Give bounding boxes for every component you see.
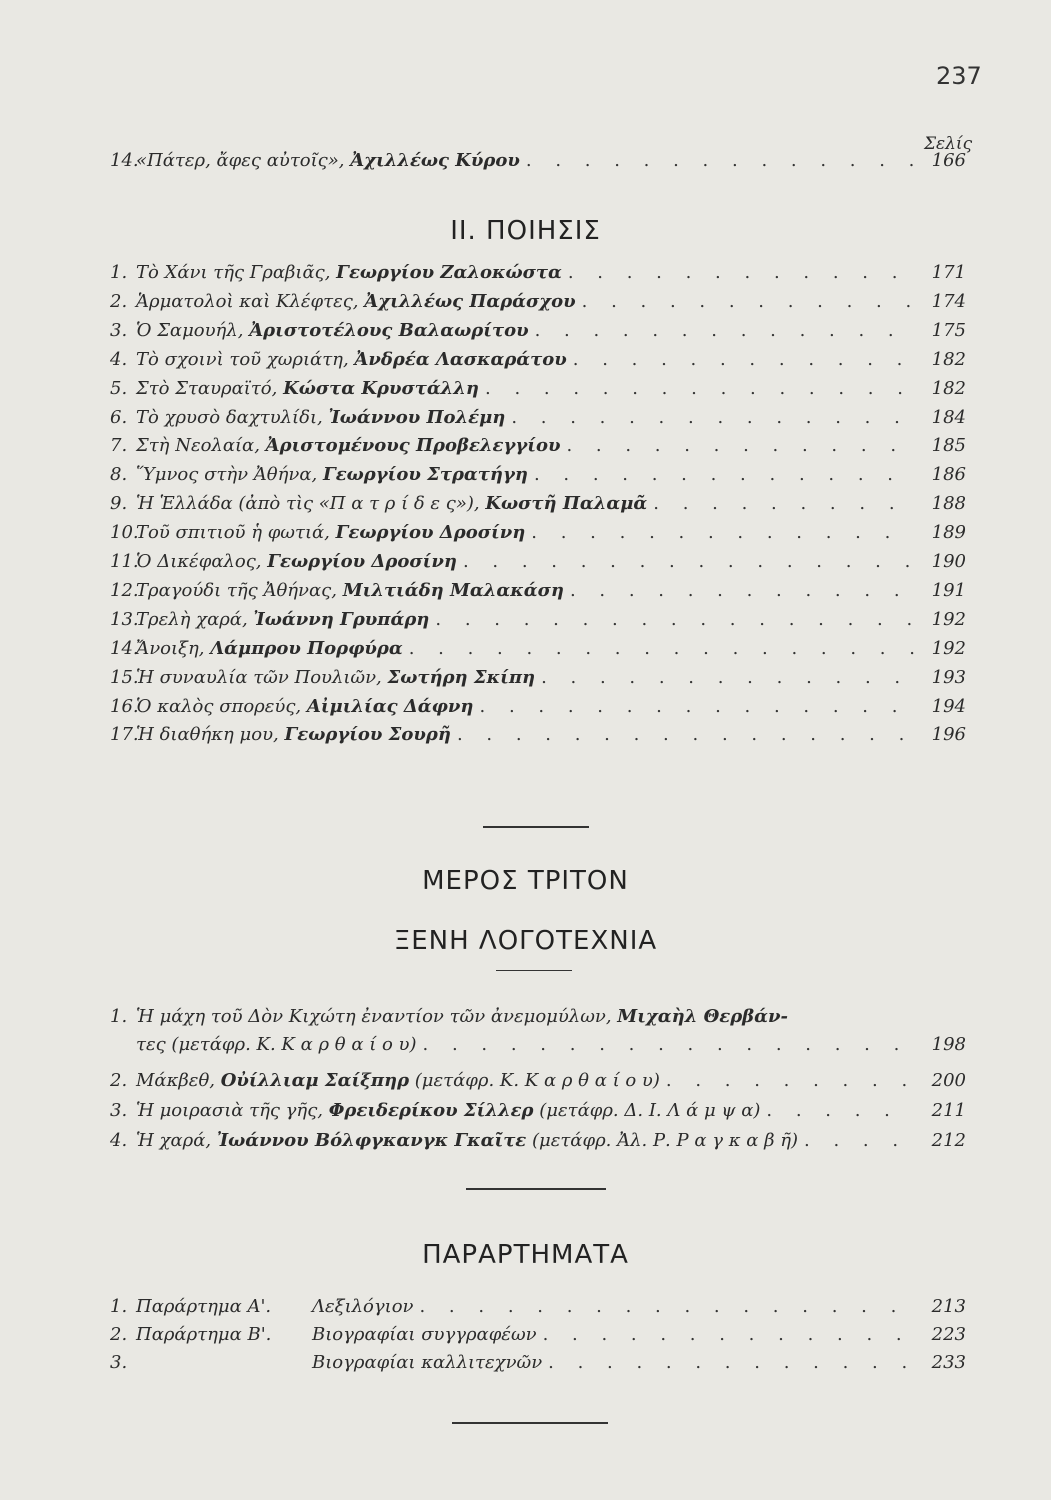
- entry-number: 3.: [110, 1100, 128, 1121]
- entry-page: 186: [931, 464, 966, 486]
- entry-page: 175: [931, 319, 966, 341]
- entry-work: Στὸ Σταυραϊτό,: [136, 377, 284, 399]
- entry-page: 188: [931, 493, 966, 515]
- entry-page: 212: [931, 1130, 966, 1151]
- entry-title: [136, 638, 403, 659]
- entry-title: [136, 1006, 788, 1027]
- entry-number: 3.: [110, 1352, 128, 1373]
- entry-work: Ὁ καλὸς σπορεύς,: [136, 695, 307, 717]
- entry-number: 15.: [110, 666, 139, 688]
- entry-number: 7.: [110, 435, 128, 457]
- leader-dots: [480, 696, 914, 717]
- leader-dots: [534, 464, 914, 485]
- entry-author: Φρειδερίκου Σίλλερ: [328, 1100, 534, 1121]
- entry-author: Ἀνδρέα Λασκαράτου: [354, 348, 567, 370]
- entry-work: Ἡ μάχη τοῦ Δὸν Κιχώτη ἐναντίον τῶν ἀνεμομύλων,: [136, 1006, 618, 1027]
- entry-title: [136, 580, 564, 601]
- toc-entry: [110, 291, 966, 317]
- leader-dots: [573, 349, 914, 370]
- entry-title: Παράρτημα Β'.: [136, 1324, 272, 1345]
- entry-page: 171: [931, 262, 966, 283]
- leader-dots: [653, 493, 914, 514]
- entry-page: 194: [931, 695, 966, 717]
- entry-title: [136, 522, 525, 543]
- entry-number: 2.: [110, 290, 128, 312]
- entry-author: Ἰωάννου Βόλφγκανγκ Γκαῖτε: [216, 1130, 527, 1151]
- page-number: 237: [936, 62, 982, 90]
- entry-number: 11.: [110, 551, 139, 572]
- divider: [496, 970, 572, 971]
- entry-translator: (μετάφρ. Κ. Κ α ρ θ α ί ο υ): [409, 1070, 660, 1091]
- entry-title: [136, 493, 647, 514]
- entry-title: [136, 407, 505, 428]
- entry-number: 14.: [110, 637, 139, 659]
- leader-dots: [543, 1324, 914, 1345]
- leader-dots: [435, 609, 914, 630]
- entry-work: Ἡ χαρά,: [136, 1130, 217, 1151]
- entry-author: Γεωργίου Στρατήγη: [322, 464, 528, 486]
- entry-title: [136, 1130, 798, 1151]
- entry-author: Μιχαὴλ Θερβάν-: [617, 1006, 788, 1027]
- leader-dots: [409, 638, 914, 659]
- leader-dots: [423, 1034, 914, 1055]
- entry-work: Ὁ Δικέφαλος,: [136, 551, 268, 572]
- entry-page: 190: [931, 551, 966, 572]
- entry-work: Ὁ Σαμουήλ,: [136, 319, 250, 341]
- entry-work: Ἁρματολοὶ καὶ Κλέφτες,: [136, 290, 365, 312]
- toc-entry: [110, 1296, 966, 1322]
- entry-work: Μάκβεθ,: [136, 1070, 221, 1091]
- divider: [452, 1422, 608, 1424]
- entry-title: [136, 609, 429, 630]
- entry-author: Ἀχιλλέως Παράσχου: [364, 290, 576, 312]
- entry-title: [136, 1100, 760, 1121]
- entry-author: Γεωργίου Δροσίνη: [267, 551, 457, 572]
- toc-entry: [110, 1324, 966, 1350]
- toc-entry: [110, 551, 966, 577]
- entry-number: 4.: [110, 348, 128, 370]
- leader-dots: [541, 667, 914, 688]
- entry-number: 1.: [110, 262, 128, 283]
- leader-dots: [526, 150, 914, 171]
- entry-page: 182: [931, 377, 966, 399]
- entry-title: [136, 435, 560, 456]
- entry-work: Ἡ διαθήκη μου,: [136, 724, 285, 746]
- leader-dots: [570, 580, 914, 601]
- section-heading-foreign-literature: ΞΕΝΗ ΛΟΓΟΤΕΧΝΙΑ: [393, 926, 658, 956]
- entry-page: 198: [931, 1034, 966, 1055]
- entry-number: 4.: [110, 1130, 128, 1151]
- toc-entry: [110, 464, 966, 490]
- entry-author: Αἰμιλίας Δάφνη: [306, 695, 474, 717]
- entry-number: 17.: [110, 724, 139, 746]
- entry-author: Ἀριστοτέλους Βαλαωρίτου: [249, 319, 529, 341]
- entry-title: [136, 696, 474, 717]
- section-heading-poetry: II. ΠΟΙΗΣΙΣ: [450, 216, 601, 246]
- entry-author: Γεωργίου Σουρῆ: [284, 724, 451, 746]
- entry-title: [136, 320, 529, 341]
- entry-page: 200: [931, 1070, 966, 1091]
- entry-author: Κωστῆ Παλαμᾶ: [485, 493, 648, 515]
- entry-page: 192: [931, 608, 966, 630]
- toc-entry: [110, 1130, 966, 1156]
- entry-work: Ἡ μοιρασιὰ τῆς γῆς,: [136, 1100, 329, 1121]
- entry-work: Ἡ Ἑλλάδα (ἀπὸ τὶς «Π α τ ρ ί δ ε ς»),: [136, 493, 486, 515]
- entry-author: Μιλτιάδη Μαλακάση: [342, 579, 564, 601]
- leader-dots: [463, 551, 914, 572]
- entry-title: [136, 1070, 660, 1091]
- entry-number: 1.: [110, 1296, 128, 1317]
- leader-dots: [548, 1352, 914, 1373]
- entry-title: [136, 667, 535, 688]
- leader-dots: [566, 435, 914, 456]
- entry-author: Κώστα Κρυστάλλη: [283, 377, 480, 399]
- entry-number: 10.: [110, 522, 139, 544]
- entry-title: [136, 551, 457, 572]
- toc-entry: [110, 1352, 966, 1378]
- entry-title: [136, 262, 562, 283]
- entry-number: 3.: [110, 319, 128, 341]
- entry-page: 223: [931, 1324, 966, 1345]
- entry-page: 184: [931, 406, 966, 428]
- entry-title: [136, 464, 528, 485]
- entry-number: 6.: [110, 406, 128, 428]
- entry-description: Βιογραφίαι καλλιτεχνῶν: [312, 1352, 543, 1373]
- page-column-header: Σελίς: [924, 134, 973, 154]
- entry-work: Τὸ σχοινὶ τοῦ χωριάτη,: [136, 348, 355, 370]
- toc-entry: [110, 609, 966, 635]
- entry-author: Γεωργίου Δροσίνη: [335, 522, 526, 544]
- divider: [483, 826, 589, 828]
- leader-dots: [531, 522, 914, 543]
- toc-entry: [110, 667, 966, 693]
- entry-work: Τραγούδι τῆς Ἀθήνας,: [136, 579, 343, 601]
- toc-entry-continuation: [110, 1034, 966, 1060]
- entry-number: 12.: [110, 579, 139, 601]
- toc-entry: [110, 435, 966, 461]
- leader-dots: [457, 724, 914, 745]
- toc-entry: [110, 262, 966, 288]
- entry-author: Ἀχιλλέως Κύρου: [350, 150, 520, 171]
- entry-description: Βιογραφίαι συγγραφέων: [312, 1324, 537, 1345]
- entry-work: Τὸ χρυσὸ δαχτυλίδι,: [136, 406, 329, 428]
- leader-dots: [419, 1296, 914, 1317]
- toc-entry: [110, 580, 966, 606]
- entry-author: Οὐίλλιαμ Σαίξπηρ: [220, 1070, 410, 1091]
- entry-page: 211: [931, 1100, 966, 1121]
- toc-entry: [110, 378, 966, 404]
- entry-number: 14.: [110, 150, 139, 171]
- entry-title: [136, 724, 451, 745]
- entry-work: Στὴ Νεολαία,: [136, 435, 266, 457]
- entry-author: Ἰωάννη Γρυπάρη: [253, 608, 430, 630]
- leader-dots: [766, 1100, 914, 1121]
- toc-entry: [110, 696, 966, 722]
- entry-number: 13.: [110, 608, 139, 630]
- toc-entry: [110, 320, 966, 346]
- entry-author: Ἰωάννου Πολέμη: [328, 406, 506, 428]
- entry-title: Παράρτημα Α'.: [136, 1296, 272, 1317]
- entry-number: 16.: [110, 695, 139, 717]
- toc-entry: [110, 493, 966, 519]
- entry-page: 185: [931, 435, 966, 457]
- entry-number: 2.: [110, 1070, 128, 1091]
- entry-page: 182: [931, 348, 966, 370]
- toc-entry: [110, 522, 966, 548]
- entry-page: 192: [931, 637, 966, 659]
- entry-page: 213: [931, 1296, 966, 1317]
- entry-page: 174: [931, 290, 966, 312]
- section-heading-part-three: ΜΕΡΟΣ ΤΡΙΤΟΝ: [422, 866, 629, 896]
- entry-number: 9.: [110, 493, 128, 515]
- leader-dots: [582, 291, 914, 312]
- entry-author: Γεωργίου Ζαλοκώστα: [336, 262, 562, 283]
- entry-title: [136, 291, 576, 312]
- entry-page: 166: [931, 150, 966, 171]
- toc-entry: [110, 1070, 966, 1096]
- entry-work: «Πάτερ, ἄφες αὐτοῖς»,: [136, 150, 351, 171]
- entry-work: Ἄνοιξη,: [136, 637, 211, 659]
- entry-work: Τοῦ σπιτιοῦ ἡ φωτιά,: [136, 522, 336, 544]
- entry-work: Ὕμνος στὴν Ἀθήνα,: [136, 464, 323, 486]
- leader-dots: [511, 407, 914, 428]
- entry-page: 196: [931, 724, 966, 746]
- entry-title: [136, 349, 567, 370]
- toc-entry: [110, 407, 966, 433]
- toc-entry: [110, 1100, 966, 1126]
- entry-work: Ἡ συναυλία τῶν Πουλιῶν,: [136, 666, 388, 688]
- entry-number: 2.: [110, 1324, 128, 1345]
- entry-page: 193: [931, 666, 966, 688]
- entry-page: 191: [931, 579, 966, 601]
- entry-number: 5.: [110, 377, 128, 399]
- toc-entry: [110, 724, 966, 750]
- entry-work: Τρελὴ χαρά,: [136, 608, 254, 630]
- toc-entry: [110, 150, 966, 176]
- entry-description: Λεξιλόγιον: [312, 1296, 414, 1317]
- entry-number: 8.: [110, 464, 128, 486]
- divider: [466, 1188, 606, 1190]
- entry-author: Σωτήρη Σκίπη: [387, 666, 536, 688]
- toc-entry: [110, 638, 966, 664]
- entry-page: 189: [931, 522, 966, 544]
- leader-dots: [804, 1130, 914, 1151]
- leader-dots: [485, 378, 914, 399]
- entry-translator: (μετάφρ. Ἀλ. Ρ. Ρ α γ κ α β ῆ): [526, 1130, 799, 1151]
- entry-title: [136, 378, 479, 399]
- entry-work: Τὸ Χάνι τῆς Γραβιᾶς,: [136, 262, 337, 283]
- entry-page: 233: [931, 1352, 966, 1373]
- entry-author: Ἀριστομένους Προβελεγγίου: [265, 435, 561, 457]
- entry-translator: (μετάφρ. Δ. Ι. Λ ά μ ψ α): [533, 1100, 761, 1121]
- leader-dots: [568, 262, 914, 283]
- leader-dots: [535, 320, 914, 341]
- entry-continuation: τες (μετάφρ. Κ. Κ α ρ θ α ί ο υ): [136, 1034, 417, 1055]
- entry-number: 1.: [110, 1006, 128, 1027]
- entry-title: [136, 150, 520, 171]
- section-heading-appendices: ΠΑΡΑΡΤΗΜΑΤΑ: [422, 1240, 629, 1270]
- toc-entry: [110, 349, 966, 375]
- toc-entry: [110, 1006, 966, 1032]
- leader-dots: [666, 1070, 914, 1091]
- entry-author: Λάμπρου Πορφύρα: [210, 637, 403, 659]
